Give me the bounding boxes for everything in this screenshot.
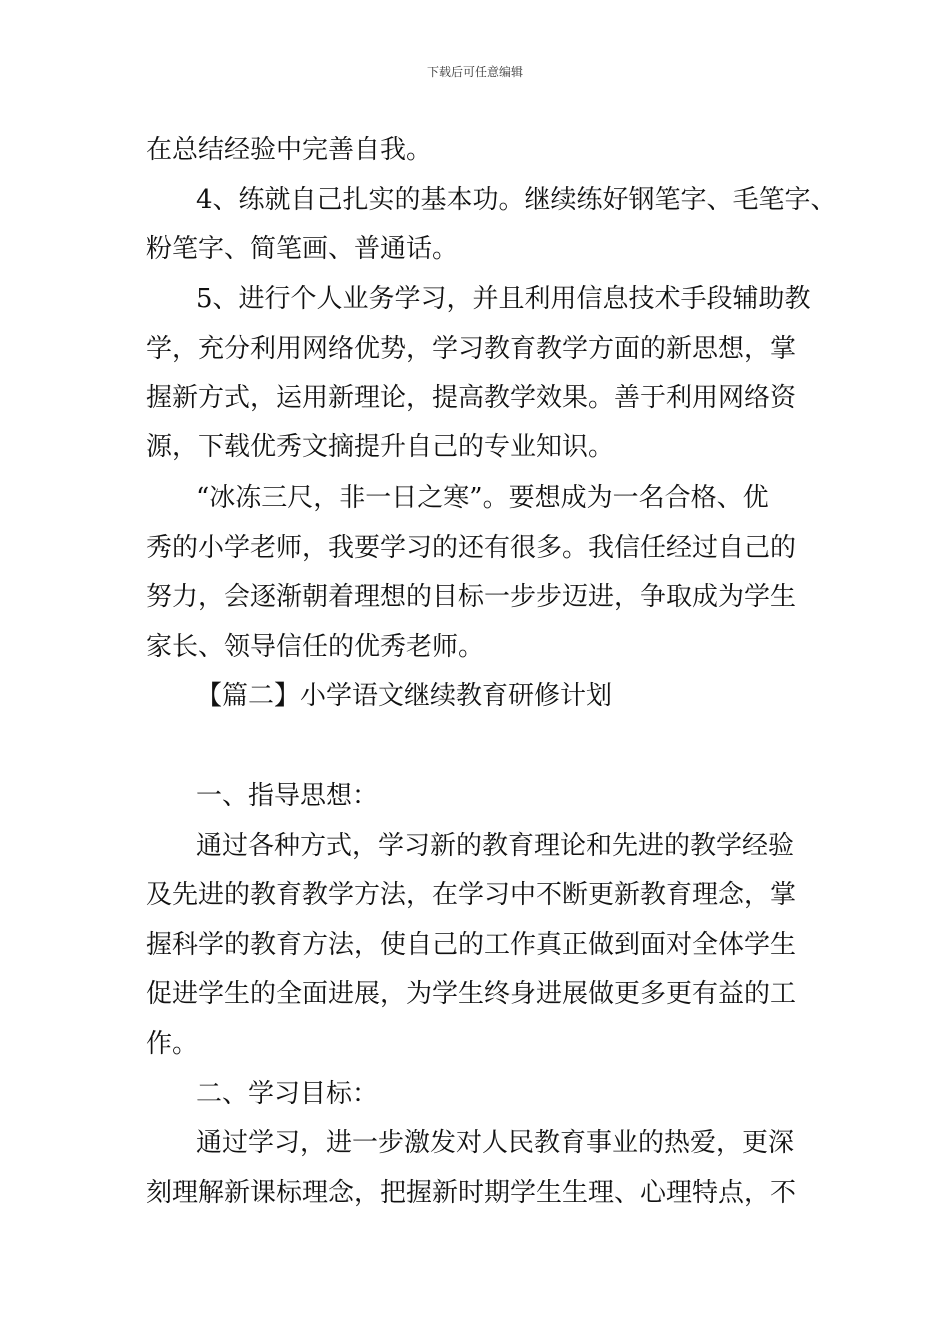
text-line: 4、练就自己扎实的基本功。继续练好钢笔字、毛笔字、 <box>196 185 837 215</box>
text-line: 5、进行个人业务学习，并且利用信息技术手段辅助教 <box>196 284 811 314</box>
text-line: 握新方式，运用新理论，提高教学效果。善于利用网络资 <box>146 383 797 413</box>
text-line: 作。 <box>146 1029 199 1059</box>
text-line: 源，下载优秀文摘提升自己的专业知识。 <box>146 432 615 462</box>
text-line: 秀的小学老师，我要学习的还有很多。我信任经过自己的 <box>146 533 797 563</box>
subsection-heading: 二、学习目标： <box>196 1079 379 1109</box>
text-line: 学，充分利用网络优势，学习教育教学方面的新思想，掌 <box>146 334 797 364</box>
page-header-note: 下载后可任意编辑 <box>426 65 523 79</box>
text-line: 刻理解新课标理念，把握新时期学生生理、心理特点，不 <box>146 1178 797 1208</box>
text-line: “冰冻三尺，非一日之寒”。要想成为一名合格、优 <box>196 483 769 513</box>
text-line: 粉笔字、简笔画、普通话。 <box>146 234 459 264</box>
text-line: 通过各种方式，学习新的教育理论和先进的教学经验 <box>196 831 795 861</box>
text-line: 握科学的教育方法，使自己的工作真正做到面对全体学生 <box>146 930 797 960</box>
text-line: 通过学习，进一步激发对人民教育事业的热爱，更深 <box>196 1128 795 1158</box>
text-line: 促进学生的全面进展，为学生终身进展做更多更有益的工 <box>146 979 797 1009</box>
text-line: 及先进的教育教学方法，在学习中不断更新教育理念，掌 <box>146 880 797 910</box>
text-line: 在总结经验中完善自我。 <box>146 135 433 165</box>
text-line: 努力，会逐渐朝着理想的目标一步步迈进，争取成为学生 <box>146 582 797 612</box>
text-line: 家长、领导信任的优秀老师。 <box>146 632 485 662</box>
section-heading: 【篇二】小学语文继续教育研修计划 <box>196 681 613 711</box>
subsection-heading: 一、指导思想： <box>196 781 379 811</box>
